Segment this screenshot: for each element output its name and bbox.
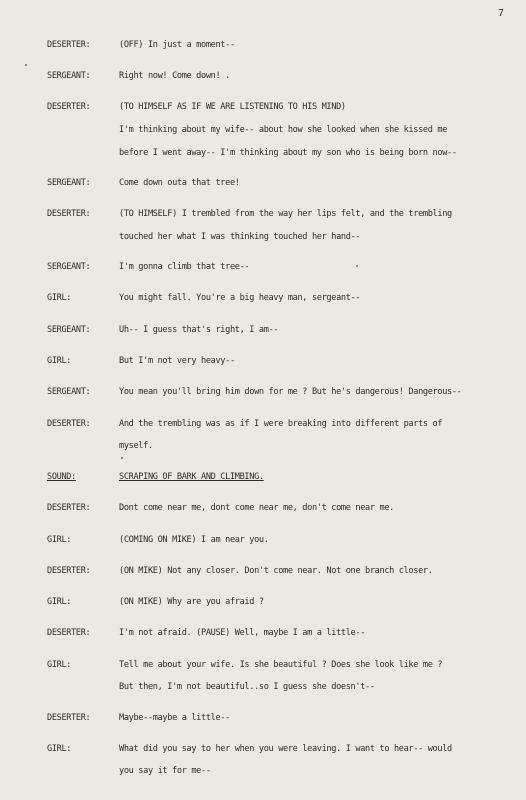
- speaker-name: DESERTER:: [47, 566, 91, 576]
- dialogue-line: (TO HIMSELF) I trembled from the way her lips felt, and the trembling: [119, 209, 452, 219]
- dialogue-line: Right now! Come down! .: [119, 71, 230, 81]
- dialogue-line: Dont come near me, dont come near me, don't come near me.: [119, 503, 394, 513]
- speaker-name: SERGEANT:: [47, 325, 91, 335]
- speaker-name: DESERTER:: [47, 713, 91, 723]
- dialogue-line: You mean you'll bring him down for me ? But he's dangerous! Dangerous--: [119, 387, 462, 397]
- dialogue-line: Uh-- I guess that's right, I am--: [119, 325, 279, 335]
- dialogue-line: (COMING ON MIKE) I am near you.: [119, 535, 269, 545]
- paper-speck: [25, 64, 27, 66]
- speaker-name: SERGEANT:: [47, 71, 91, 81]
- speaker-name: DESERTER:: [47, 40, 91, 50]
- dialogue-line: (ON MIKE) Not any closer. Don't come near. Not one branch closer.: [119, 566, 433, 576]
- dialogue-line: touched her what I was thinking touched her hand--: [119, 232, 361, 242]
- dialogue-line: myself.: [119, 441, 153, 451]
- sound-label: SOUND:: [47, 472, 76, 482]
- paper-speck: [121, 457, 123, 459]
- speaker-name: DESERTER:: [47, 102, 91, 112]
- dialogue-line: I'm not afraid. (PAUSE) Well, maybe I am a little--: [119, 628, 366, 638]
- paper-speck: [356, 265, 358, 267]
- dialogue-line: And the trembling was as if I were breaking into different parts of: [119, 419, 443, 429]
- dialogue-line: you say it for me--: [119, 766, 211, 776]
- dialogue-line: Tell me about your wife. Is she beautiful ? Does she look like me ?: [119, 660, 443, 670]
- page-number: 7: [498, 8, 505, 19]
- dialogue-line: You might fall. You're a big heavy man, sergeant--: [119, 293, 361, 303]
- speaker-name: DESERTER:: [47, 419, 91, 429]
- speaker-name: DESERTER:: [47, 209, 91, 219]
- dialogue-line: before I went away-- I'm thinking about my son who is being born now--: [119, 148, 457, 158]
- speaker-name: SERGEANT:: [47, 387, 91, 397]
- speaker-name: GIRL:: [47, 597, 72, 607]
- dialogue-line: I'm thinking about my wife-- about how she looked when she kissed me: [119, 125, 448, 135]
- speaker-name: DESERTER:: [47, 503, 91, 513]
- speaker-name: GIRL:: [47, 660, 72, 670]
- speaker-name: GIRL:: [47, 293, 72, 303]
- speaker-name: DESERTER:: [47, 628, 91, 638]
- dialogue-line: Come down outa that tree!: [119, 178, 240, 188]
- speaker-name: SERGEANT:: [47, 262, 91, 272]
- dialogue-line: But I'm not very heavy--: [119, 356, 235, 366]
- speaker-name: GIRL:: [47, 535, 72, 545]
- sound-description: SCRAPING OF BARK AND CLIMBING.: [119, 472, 264, 482]
- dialogue-line: But then, I'm not beautiful..so I guess she doesn't--: [119, 682, 375, 692]
- dialogue-line: What did you say to her when you were leaving. I want to hear-- would: [119, 744, 452, 754]
- dialogue-line: (ON MIKE) Why are you afraid ?: [119, 597, 264, 607]
- dialogue-line: Maybe--maybe a little--: [119, 713, 230, 723]
- speaker-name: GIRL:: [47, 744, 72, 754]
- dialogue-line: (OFF) In just a moment--: [119, 40, 235, 50]
- speaker-name: SERGEANT:: [47, 178, 91, 188]
- dialogue-line: I'm gonna climb that tree--: [119, 262, 250, 272]
- dialogue-line: (TO HIMSELF AS IF WE ARE LISTENING TO HIS MIND): [119, 102, 346, 112]
- speaker-name: GIRL:: [47, 356, 72, 366]
